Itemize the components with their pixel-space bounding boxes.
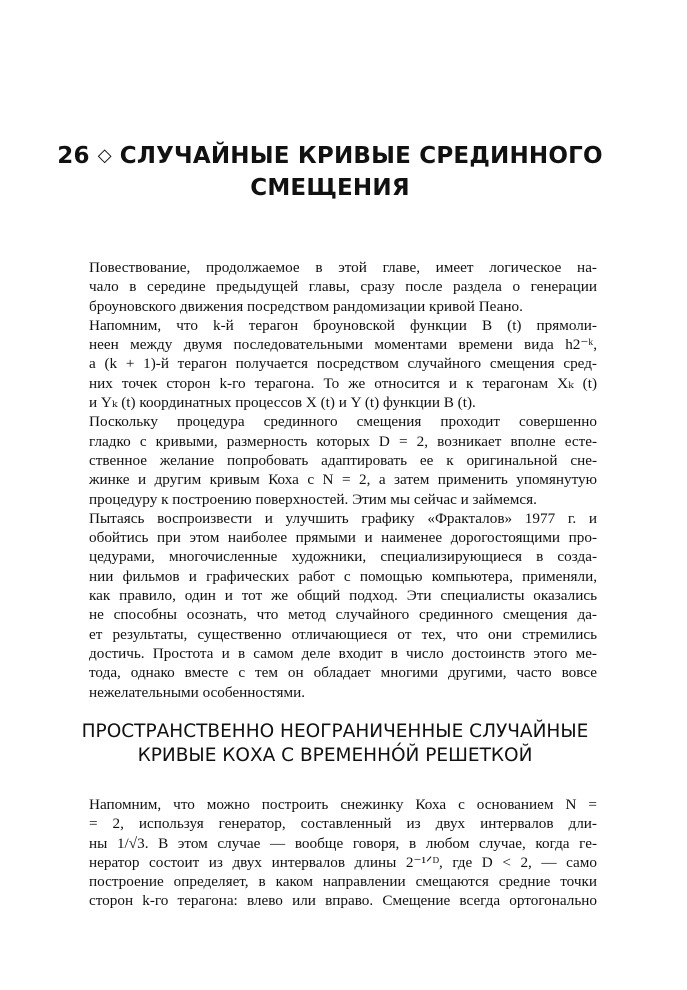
chapter-title-line1: СЛУЧАЙНЫЕ КРИВЫЕ СРЕДИННОГО	[119, 143, 603, 169]
text-line: неен между двумя последовательными моментами времени вида h2⁻ᵏ,	[89, 336, 597, 354]
text-line: обойтись при этом наиболее прямыми и наименее дорогостоящими про-	[89, 529, 597, 547]
text-line: Пытаясь воспроизвести и улучшить графику «Фракталов» 1977 г. и	[89, 509, 597, 527]
section-title-line2: КРИВЫЕ КОХА С ВРЕМЕННО́Й РЕШЕТКОЙ	[137, 745, 533, 766]
text-line: процедуру к построению поверхностей. Этим мы сейчас и займемся.	[89, 490, 537, 508]
text-line: построение определяет, в каком направлении смещаются средние точки	[89, 873, 597, 891]
text-line: ны 1/√3. В этом случае — вообще говоря, в любом случае, когда ге-	[89, 834, 597, 852]
text-line: гладко с кривыми, размерность которых D = 2, возникает вполне есте-	[89, 432, 597, 450]
text-line: сторон k-го терагона: влево или вправо. Смещение всегда ортогонально	[89, 892, 597, 910]
text-line: тода, однако вместе с тем он обладает многими другими, часто вовсе	[89, 664, 597, 682]
text-line: нежелательными особенностями.	[89, 683, 306, 701]
body-text-block-1	[89, 258, 597, 702]
text-line: ет результаты, существенно отличающиеся от тех, что они стремились	[89, 625, 597, 643]
text-line: Повествование, продолжаемое в этой главе, имеет логическое на-	[89, 259, 597, 276]
chapter-number: 26	[57, 143, 90, 169]
chapter-title-line2: СМЕЩЕНИЯ	[250, 175, 410, 201]
text-line: а (k + 1)-й терагон получается посредством случайного смещения сред-	[89, 355, 597, 373]
text-line: и Yₖ (t) координатных процессов X (t) и Y (t) функции B (t).	[89, 394, 476, 412]
text-line: как правило, один и тот же общий подход. Эти специалисты оказались	[89, 587, 597, 605]
text-line: нии фильмов и графических работ с помощью компьютера, применяли,	[89, 567, 597, 585]
text-line: Напомним, что k-й терагон броуновской функции B (t) прямоли-	[89, 316, 597, 334]
section-title-line1: ПРОСТРАНСТВЕННО НЕОГРАНИЧЕННЫЕ СЛУЧАЙНЫЕ	[81, 721, 589, 742]
diamond-icon: ◇	[97, 145, 112, 166]
text-line: достичь. Простота и в самом деле входит в число достоинств этого ме-	[89, 644, 597, 662]
text-line: цедурами, многочисленные художники, специализирующиеся в созда-	[89, 548, 597, 566]
section-title	[40, 720, 630, 768]
text-line: жинке и другим кривым Коха с N = 2, а затем применить упомянутую	[89, 471, 597, 489]
body-text-block-2	[89, 795, 597, 911]
text-line: них точек сторон k-го терагона. То же относится и к терагонам Xₖ (t)	[89, 374, 597, 392]
text-line: Напомним, что можно построить снежинку Коха с основанием N =	[89, 796, 597, 813]
chapter-title	[40, 140, 620, 204]
text-line: ственное желание попробовать адаптировать ее к оригинальной сне-	[89, 451, 597, 469]
text-line: = 2, используя генератор, составленный из двух интервалов дли-	[89, 815, 597, 833]
text-line: чало в середине предыдущей главы, сразу после раздела о генерации	[89, 278, 597, 296]
text-line: Поскольку процедура срединного смещения проходит совершенно	[89, 413, 597, 431]
text-line: не способны осознать, что метод случайного срединного смещения да-	[89, 606, 597, 624]
text-line: броуновского движения посредством рандомизации кривой Пеано.	[89, 297, 523, 315]
text-line: нератор состоит из двух интервалов длины 2⁻¹ᐟᴰ, где D < 2, — само	[89, 853, 597, 871]
